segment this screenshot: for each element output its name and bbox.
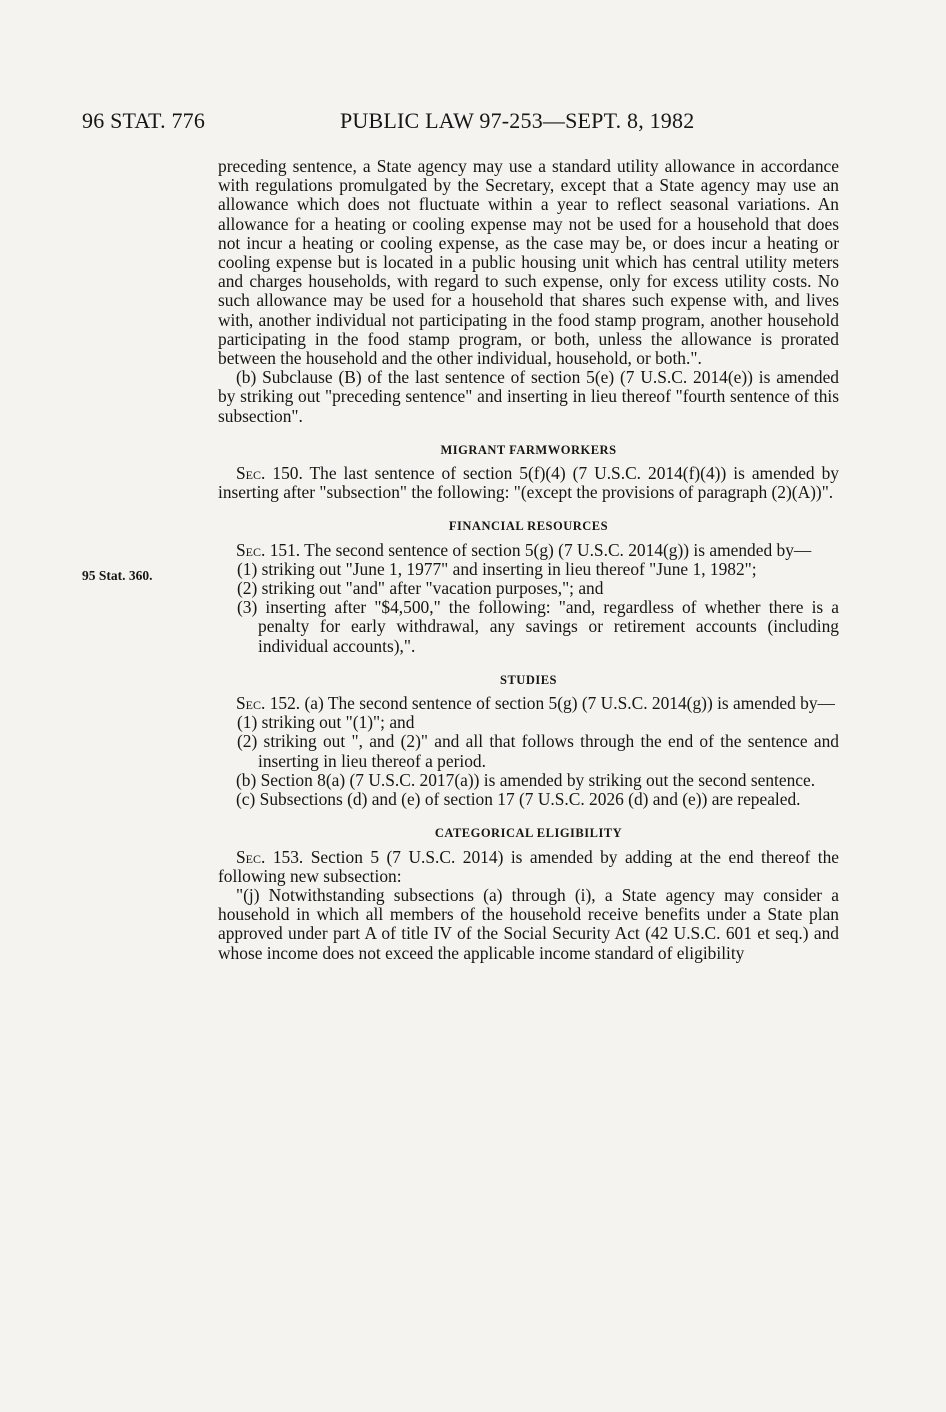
section-152-subsection-c: (c) Subsections (d) and (e) of section 17 (7 U.S.C. 2026 (d) and (e)) are repealed. <box>236 789 801 810</box>
heading-financial-resources: FINANCIAL RESOURCES <box>448 519 609 534</box>
paragraph-subsection-b: (b) Subclause (B) of the last sentence of section 5(e) (7 U.S.C. 2014(e)) is amended by striking out "preceding sentence" and inserting in lieu thereof "fourth sentence of this subsection". <box>218 367 839 426</box>
section-152-item-1: (1) striking out "(1)"; and <box>237 712 415 733</box>
heading-migrant-farmworkers: MIGRANT FARMWORKERS <box>440 442 617 457</box>
section-label: Sec. <box>236 463 266 484</box>
section-150-text: 150. The last sentence of section 5(f)(4) (7 U.S.C. 2014(f)(4)) is amended by inserting after "subsection" the following: "(except the provisions of paragraph (2)(A))". <box>218 463 839 503</box>
running-header: PUBLIC LAW 97-253—SEPT. 8, 1982 <box>340 108 695 133</box>
stat-page-number: 96 STAT. 776 <box>82 108 206 133</box>
heading-categorical-eligibility: CATEGORICAL ELIGIBILITY <box>434 826 623 841</box>
section-150 <box>218 464 839 502</box>
heading-studies: STUDIES <box>500 672 557 687</box>
section-label: Sec. <box>236 693 266 714</box>
section-151-item-2: (2) striking out "and" after "vacation purposes,"; and <box>237 578 604 599</box>
section-152-item-2: (2) striking out ", and (2)" and all that follows through the end of the sentence and inserting in lieu thereof a period. <box>237 731 839 771</box>
section-153-text: 153. Section 5 (7 U.S.C. 2014) is amended by adding at the end thereof the following new subsection: <box>218 846 839 886</box>
section-151-text: 151. The second sentence of section 5(g) (7 U.S.C. 2014(g)) is amended by— <box>269 539 812 560</box>
paragraph-continued: preceding sentence, a State agency may use a standard utility allowance in accordance with regulations promulgated by the Secretary, except that a State agency may use an allowance which does not fluctuate within a year to reflect seasonal variations. An allowance for a heating or cooling expense may not be used for a household that does not incur a heating or cooling expense, as the case may be, or does incur a heating or cooling expense but is located in a public housing unit which has central utility meters and charges households, with regard to such expense, only for excess utility costs. No such allowance may be used for a household that shares such expense with, and lives with, another individual not participating in the food stamp program, another household participating in the food stamp program, or both, unless the allowance is prorated between the household and the other individual, household, or both.". <box>218 156 839 369</box>
body-text <box>218 157 839 963</box>
section-151-item-1: (1) striking out "June 1, 1977" and inserting in lieu thereof "June 1, 1982"; <box>237 558 757 579</box>
section-153 <box>218 848 839 886</box>
section-152-subsection-b: (b) Section 8(a) (7 U.S.C. 2017(a)) is amended by striking out the second sentence. <box>236 769 816 790</box>
section-152-text: 152. (a) The second sentence of section 5(g) (7 U.S.C. 2014(g)) is amended by— <box>269 693 835 714</box>
section-label: Sec. <box>236 846 266 867</box>
section-152 <box>218 694 839 713</box>
margin-note-95-stat-360: 95 Stat. 360. <box>82 568 153 583</box>
section-153-subsection-j: "(j) Notwithstanding subsections (a) through (i), a State agency may consider a household in which all members of the household receive benefits under a State plan approved under part A of title IV of the Social Security Act (42 U.S.C. 601 et seq.) and whose income does not exceed the applicable income standard of eligibility <box>218 884 839 963</box>
section-151 <box>218 541 839 560</box>
section-151-item-3: (3) inserting after "$4,500," the following: "and, regardless of whether there is a penalty for early withdrawal, any savings or retirement accounts (including individual accounts),". <box>237 597 839 656</box>
section-label: Sec. <box>236 539 266 560</box>
